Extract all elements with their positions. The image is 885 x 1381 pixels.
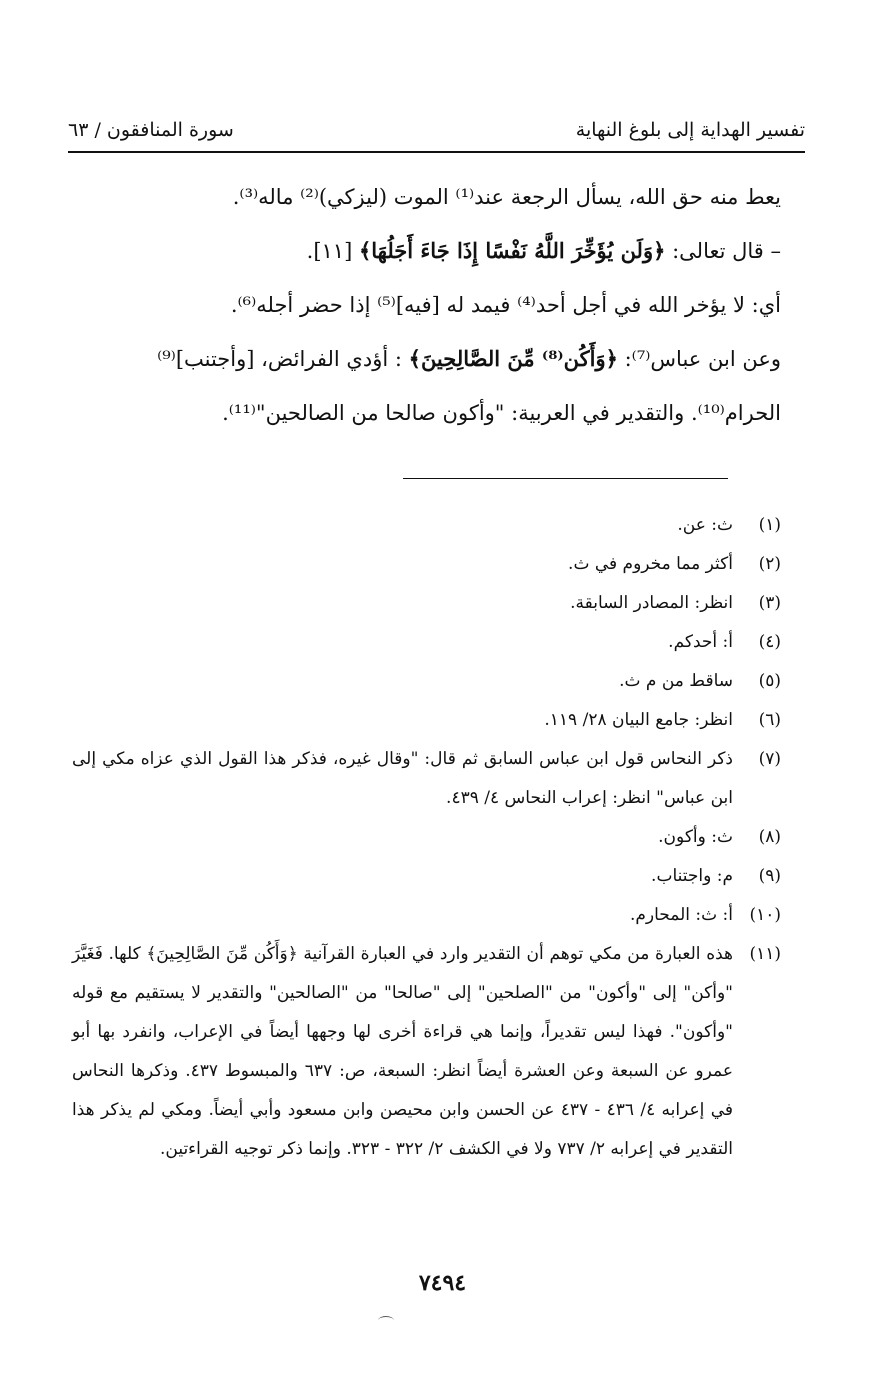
surah-page: سورة المنافقون / ٦٣ xyxy=(68,119,234,141)
footnotes xyxy=(72,506,781,1169)
footnote xyxy=(72,506,781,545)
footnote-text: أكثر مما مخروم في ث. xyxy=(568,554,733,574)
footnote-text: ذكر النحاس قول ابن عباس السابق ثم قال: "وقال غيره، فذكر هذا القول الذي عزاه مكي إلى ابن عباس" انظر: إعراب النحاس ٤/ ٤٣٩. xyxy=(72,749,733,808)
footnote-text: ساقط من م ث. xyxy=(619,671,733,691)
footnote-text: انظر: جامع البيان ٢٨/ ١١٩. xyxy=(544,710,733,730)
footnote-number: (٣) xyxy=(758,593,781,613)
footnote-text: أ: ث: المحارم. xyxy=(629,905,733,925)
print-mark xyxy=(378,1316,394,1325)
footnote-number: (٥) xyxy=(758,671,781,691)
footnote-text: هذه العبارة من مكي توهم أن التقدير وارد في العبارة القرآنية ﴿وَأَكُن مِّنَ الصَّالِحِينَ﴾ كلها. فَغَيَّرَ "وأكن" إلى "وأكون" من "الصلحين" إلى "صالحا" من "الصالحين" والتقدير لا يستقيم مع قوله "وأكون". فهذا ليس تقديراً، وإنما هي قراءة أخرى لها وجهها أيضاً في الإعراب، وانفرد بها أبو عمرو عن السبعة وعن العشرة أيضاً انظر: السبعة، ص: ٦٣٧ والمبسوط ٤٣٧. وذكرها النحاس في إعرابه ٤/ ٤٣٦ - ٤٣٧ عن الحسن وابن محيصن وابن مسعود وأبي أيضاً. ومكي لم يذكر هذا التقدير في إعرابه ٢/ ٧٣٧ ولا في الكشف ٢/ ٣٢٢ - ٣٢٣. وإنما ذكر توجيه القراءتين. xyxy=(72,944,734,1159)
footnote xyxy=(72,818,781,857)
text-line-2 xyxy=(68,224,781,278)
footnote xyxy=(72,701,781,740)
footnote-number: (١٠) xyxy=(749,905,781,925)
book-title: تفسير الهداية إلى بلوغ النهاية xyxy=(575,119,805,141)
text-line-4 xyxy=(68,332,781,386)
footnote xyxy=(72,857,781,896)
text-line-5: الحرام⁽¹⁰⁾. والتقدير في العربية: "وأكون صالحا من الصالحين"⁽¹¹⁾. xyxy=(222,401,781,425)
footnote-separator xyxy=(403,478,728,479)
footnote-text: انظر: المصادر السابقة. xyxy=(570,593,733,613)
running-header xyxy=(68,112,805,148)
footnote-number: (١) xyxy=(758,515,781,535)
footnote xyxy=(72,935,781,1169)
footnote-number: (٨) xyxy=(758,827,781,847)
narration-text: : أؤدي الفرائض، [وأجتنب]⁽⁹⁾ xyxy=(157,347,402,371)
footnote-number: (٢) xyxy=(758,554,781,574)
narration-intro: وعن ابن عباس⁽⁷⁾: xyxy=(624,347,781,371)
main-text xyxy=(68,170,781,440)
footnote-text: ث: عن. xyxy=(677,515,733,535)
footnote-text: ث: وأكون. xyxy=(658,827,733,847)
quran-verse-2: ﴿وَأَكُن⁽⁸⁾ مِّنَ الصَّالِحِينَ﴾ xyxy=(408,346,618,371)
footnote xyxy=(72,896,781,935)
footnote-number: (٦) xyxy=(758,710,781,730)
footnote-number: (٧) xyxy=(758,749,781,769)
footnote xyxy=(72,740,781,818)
footnote-text: م: واجتناب. xyxy=(651,866,733,886)
footnote xyxy=(72,545,781,584)
page-number: ٧٤٩٤ xyxy=(418,1270,467,1296)
verse-reference: [١١]. xyxy=(306,239,353,263)
footnote xyxy=(72,623,781,662)
quran-verse: ﴿وَلَن يُؤَخِّرَ اللَّهُ نَفْسًا إِذَا جَاءَ أَجَلُهَا﴾ xyxy=(358,238,666,263)
text-line-1: يعط منه حق الله، يسأل الرجعة عند⁽¹⁾ الموت (ليزكي)⁽²⁾ ماله⁽³⁾. xyxy=(232,185,781,209)
footnote xyxy=(72,584,781,623)
footnote-number: (١١) xyxy=(749,944,781,964)
verse-intro: – قال تعالى: xyxy=(672,239,781,263)
footnote-number: (٤) xyxy=(758,632,781,652)
footnote xyxy=(72,662,781,701)
text-line-3: أي: لا يؤخر الله في أجل أحد⁽⁴⁾ فيمد له [فيه]⁽⁵⁾ إذا حضر أجله⁽⁶⁾. xyxy=(230,293,781,317)
header-rule xyxy=(68,151,805,153)
footnote-number: (٩) xyxy=(758,866,781,886)
footnote-text: أ: أحدكم. xyxy=(668,632,733,652)
